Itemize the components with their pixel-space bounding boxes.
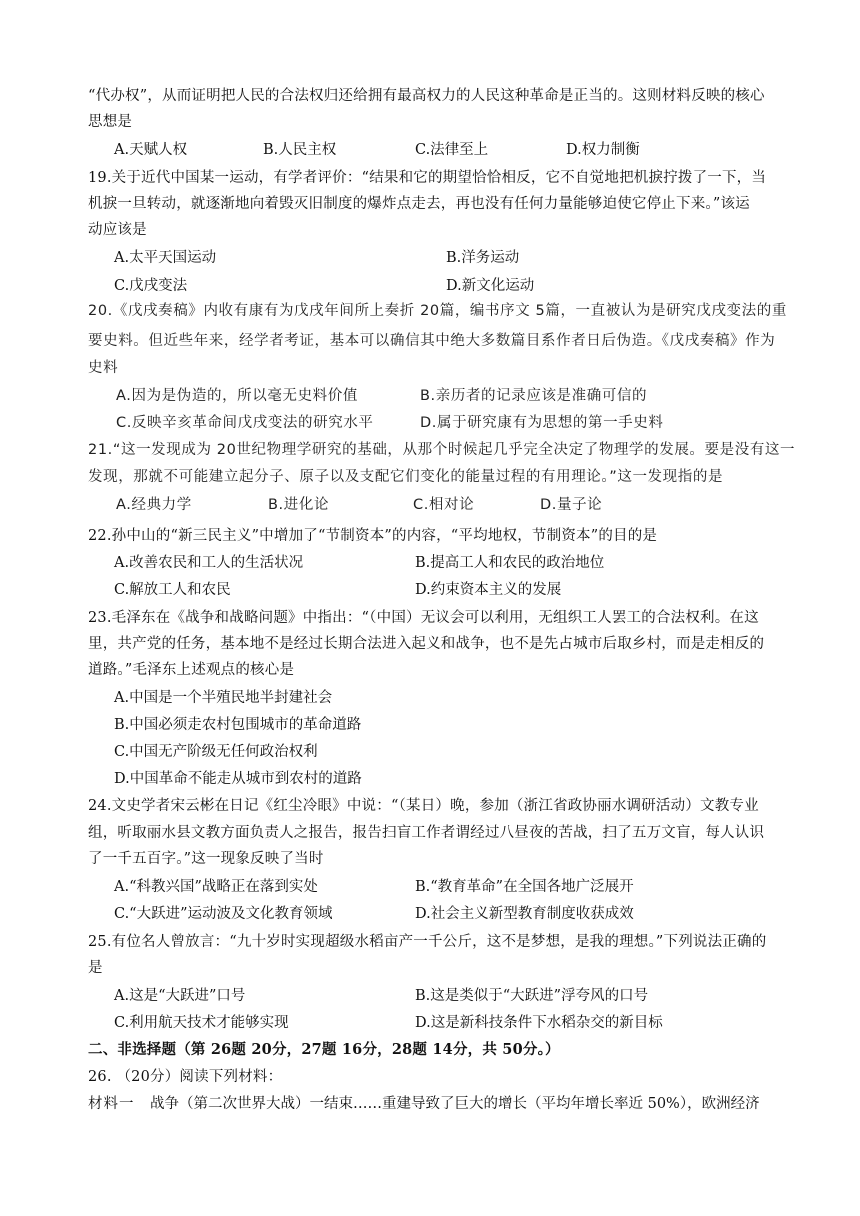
q23-option-b: B.中国必须走农村包围城市的革命道路: [114, 717, 362, 733]
q23-text-line3: 道路。”毛泽东上述观点的核心是: [88, 662, 295, 678]
q19-option-c: C.戊戌变法: [114, 278, 188, 294]
q23-text-line2: 里，共产党的任务，基本地不是经过长期合法进入起义和战争，也不是先占城市后取乡村，而是走相反的: [88, 636, 765, 652]
q26-material-text: 战争（第二次世界大战）一结束……重建导致了巨大的增长（平均年增长率近 50%），欧洲经济: [150, 1096, 760, 1112]
q18-option-a: A.天赋人权: [114, 142, 188, 158]
q18-option-c: C.法律至上: [415, 142, 489, 158]
q21-text-line2: 发现，那就不可能建立起分子、原子以及支配它们变化的能量过程的有用理论。”这一发现指的是: [88, 469, 724, 485]
q18-text-line1: “代办权”，从而证明把人民的合法权归还给拥有最高权力的人民这种革命是正当的。这则材料反映的核心: [88, 88, 765, 104]
q20-text-line2: 要史料。但近些年来，经学者考证，基本可以确信其中绝大多数篇目系作者日后伪造。《戊戌奏稿》作为: [88, 333, 776, 349]
q24-text-line1: 24.文史学者宋云彬在日记《红尘冷眼》中说：“（某日）晚，参加（浙江省政协丽水调研活动）文教专业: [88, 798, 759, 814]
q26-material-label: 材料一: [88, 1096, 135, 1112]
q23-option-a: A.中国是一个半殖民地半封建社会: [114, 690, 333, 706]
q25-text-line2: 是: [88, 960, 103, 976]
q26-text-line1: 26. （20分）阅读下列材料：: [88, 1069, 283, 1085]
q20-text-line3: 史料: [88, 360, 119, 376]
q21-option-d: D.量子论: [540, 497, 603, 513]
q20-option-b: B.亲历者的记录应该是准确可信的: [420, 388, 648, 404]
q25-option-c: C.利用航天技术才能够实现: [114, 1015, 289, 1031]
q25-text-line1: 25.有位名人曾放言：“九十岁时实现超级水稻亩产一千公斤，这不是梦想，是我的理想。”下列说法正确的: [88, 934, 767, 950]
q23-option-d: D.中国革命不能走从城市到农村的道路: [114, 771, 362, 787]
q20-option-a: A.因为是伪造的，所以毫无史料价值: [116, 388, 358, 404]
q22-option-c: C.解放工人和农民: [114, 582, 231, 598]
q24-option-b: B.“教育革命”在全国各地广泛展开: [415, 879, 634, 895]
q24-option-d: D.社会主义新型教育制度收获成效: [415, 906, 634, 922]
q22-option-d: D.约束资本主义的发展: [415, 582, 562, 598]
q19-text-line1: 19.关于近代中国某一运动，有学者评价：“结果和它的期望恰恰相反，它不自觉地把机捩拧拨了一下，当: [88, 170, 767, 186]
q23-text-line1: 23.毛泽东在《战争和战略问题》中指出：“（中国）无议会可以利用，无组织工人罢工的合法权利。在这: [88, 610, 759, 626]
q25-option-d: D.这是新科技条件下水稻杂交的新目标: [415, 1015, 663, 1031]
q23-option-c: C.中国无产阶级无任何政治权利: [114, 744, 318, 760]
q18-text-line2: 思想是: [88, 114, 133, 130]
q25-option-a: A.这是“大跃进”口号: [114, 988, 246, 1004]
q19-option-a: A.太平天国运动: [114, 250, 217, 266]
q25-option-b: B.这是类似于“大跃进”浮夸风的口号: [415, 988, 649, 1004]
q22-option-a: A.改善农民和工人的生活状况: [114, 555, 304, 571]
q18-option-b: B.人民主权: [263, 142, 337, 158]
q24-option-c: C.“大跃进”运动波及文化教育领域: [114, 906, 333, 922]
q18-option-d: D.权力制衡: [566, 142, 640, 158]
q19-text-line2: 机捩一旦转动，就逐渐地向着毁灭旧制度的爆炸点走去，再也没有任何力量能够迫使它停止下来。”该运: [88, 196, 750, 212]
q22-option-b: B.提高工人和农民的政治地位: [415, 555, 605, 571]
q19-option-d: D.新文化运动: [446, 278, 535, 294]
q20-option-c: C.反映辛亥革命间戊戌变法的研究水平: [116, 415, 374, 431]
q24-text-line3: 了一千五百字。”这一现象反映了当时: [88, 851, 324, 867]
section2-heading: 二、非选择题（第 26题 20分，27题 16分，28题 14分，共 50分。）: [88, 1041, 560, 1058]
q21-option-a: A.经典力学: [116, 497, 192, 513]
q24-option-a: A.“科教兴国”战略正在落到实处: [114, 879, 318, 895]
q20-text-line1: 20.《戊戌奏稿》内收有康有为戊戌年间所上奏折 20篇，编书序文 5篇，一直被认为是研究戊戌变法的重: [88, 303, 787, 319]
q22-text-line1: 22.孙中山的“新三民主义”中增加了“节制资本”的内容，“平均地权，节制资本”的目的是: [88, 528, 658, 544]
q24-text-line2: 组，听取丽水县文教方面负责人之报告，报告扫盲工作者谓经过八昼夜的苦战，扫了五万文盲，每人认识: [88, 825, 765, 841]
q20-option-d: D.属于研究康有为思想的第一手史料: [420, 415, 664, 431]
q19-text-line3: 动应该是: [88, 222, 147, 238]
q19-option-b: B.洋务运动: [446, 250, 520, 266]
q21-option-c: C.相对论: [413, 497, 475, 513]
q21-option-b: B.进化论: [268, 497, 330, 513]
q21-text-line1: 21.“这一发现成为 20世纪物理学研究的基础，从那个时候起几乎完全决定了物理学的发展。要是没有这一: [88, 442, 796, 458]
